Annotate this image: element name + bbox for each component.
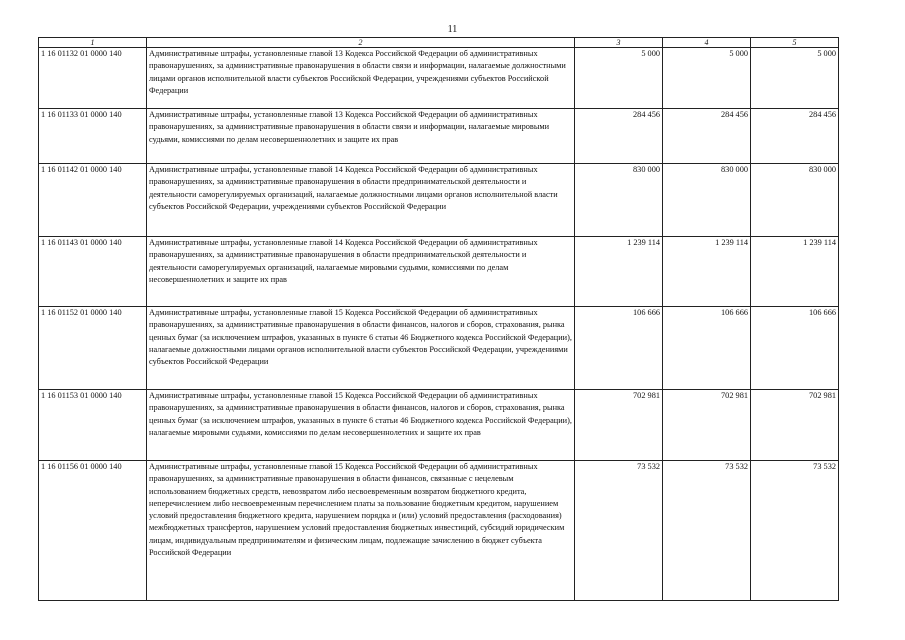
amount-cell-col3: 5 000 (575, 48, 663, 109)
description-cell: Административные штрафы, установленные главой 14 Кодекса Российской Федерации об административных правонарушениях, за административные правонарушения в области предпринимательской деятельности и деятельности саморегулируемых организаций, налагаемые мировыми судьями, комиссиями по делам несовершеннолетних и защите их прав (147, 237, 575, 307)
description-cell: Административные штрафы, установленные главой 15 Кодекса Российской Федерации об административных правонарушениях, за административные правонарушения в области финансов, налогов и сборов, страхования, рынка ценных бумаг (за исключением штрафов, указанных в пункте 6 статьи 46 Бюджетного кодекса Российской Федерации), налагаемые должностными лицами органов исполнительной власти субъектов Российской Федерации, учреждениями субъектов Российской Федерации (147, 307, 575, 390)
table-row (39, 237, 839, 307)
budget-code-cell: 1 16 01132 01 0000 140 (39, 48, 147, 109)
budget-code-cell: 1 16 01142 01 0000 140 (39, 164, 147, 237)
amount-cell-col5: 1 239 114 (751, 237, 839, 307)
table-row (39, 164, 839, 237)
amount-cell-col3: 73 532 (575, 461, 663, 601)
table-row (39, 48, 839, 109)
amount-cell-col4: 1 239 114 (663, 237, 751, 307)
column-header-5: 5 (751, 38, 839, 48)
amount-cell-col5: 106 666 (751, 307, 839, 390)
description-cell: Административные штрафы, установленные главой 14 Кодекса Российской Федерации об административных правонарушениях, за административные правонарушения в области предпринимательской деятельности и деятельности саморегулируемых организаций, налагаемые должностными лицами органов исполнительной власти субъектов Российской Федерации, учреждениями субъектов Российской Федерации (147, 164, 575, 237)
column-header-1: 1 (39, 38, 147, 48)
description-cell: Административные штрафы, установленные главой 13 Кодекса Российской Федерации об административных правонарушениях, за административные правонарушения в области связи и информации, налагаемые мировыми судьями, комиссиями по делам несовершеннолетних и защите их прав (147, 109, 575, 164)
table-header-row (39, 38, 839, 48)
amount-cell-col5: 702 981 (751, 390, 839, 461)
column-header-4: 4 (663, 38, 751, 48)
table-row (39, 461, 839, 601)
budget-code-cell: 1 16 01153 01 0000 140 (39, 390, 147, 461)
amount-cell-col5: 284 456 (751, 109, 839, 164)
amount-cell-col4: 73 532 (663, 461, 751, 601)
amount-cell-col3: 702 981 (575, 390, 663, 461)
amount-cell-col5: 830 000 (751, 164, 839, 237)
budget-code-cell: 1 16 01143 01 0000 140 (39, 237, 147, 307)
budget-code-cell: 1 16 01156 01 0000 140 (39, 461, 147, 601)
table-row (39, 307, 839, 390)
budget-code-cell: 1 16 01152 01 0000 140 (39, 307, 147, 390)
amount-cell-col4: 5 000 (663, 48, 751, 109)
column-header-3: 3 (575, 38, 663, 48)
amount-cell-col3: 284 456 (575, 109, 663, 164)
amount-cell-col4: 702 981 (663, 390, 751, 461)
amount-cell-col3: 1 239 114 (575, 237, 663, 307)
revenue-table (38, 37, 839, 601)
amount-cell-col5: 5 000 (751, 48, 839, 109)
description-cell: Административные штрафы, установленные главой 15 Кодекса Российской Федерации об административных правонарушениях, за административные правонарушения в области финансов, налогов и сборов, страхования, рынка ценных бумаг (за исключением штрафов, указанных в пункте 6 статьи 46 Бюджетного кодекса Российской Федерации), налагаемые мировыми судьями, комиссиями по делам несовершеннолетних и защите их прав (147, 390, 575, 461)
table-row (39, 109, 839, 164)
amount-cell-col5: 73 532 (751, 461, 839, 601)
amount-cell-col4: 830 000 (663, 164, 751, 237)
page-number: 11 (447, 24, 458, 35)
description-cell: Административные штрафы, установленные главой 15 Кодекса Российской Федерации об административных правонарушениях, за административные правонарушения в области финансов, связанные с нецелевым использованием бюджетных средств, невозвратом либо несвоевременным возвратом бюджетного кредита, неперечислением либо несвоевременным перечислением платы за пользование бюджетным кредитом, нарушением условий предоставления бюджетного кредита, нарушением порядка и (или) условий предоставления (расходования) межбюджетных трансфертов, нарушением условий предоставления бюджетных инвестиций, субсидий юридическим лицам, индивидуальным предпринимателям и физическим лицам, подлежащие зачислению в бюджет субъекта Российской Федерации (147, 461, 575, 601)
column-header-2: 2 (147, 38, 575, 48)
amount-cell-col3: 830 000 (575, 164, 663, 237)
table-row (39, 390, 839, 461)
description-cell: Административные штрафы, установленные главой 13 Кодекса Российской Федерации об административных правонарушениях, за административные правонарушения в области связи и информации, налагаемые должностными лицами органов исполнительной власти субъектов Российской Федерации, учреждениями субъектов Российской Федерации (147, 48, 575, 109)
budget-code-cell: 1 16 01133 01 0000 140 (39, 109, 147, 164)
amount-cell-col4: 106 666 (663, 307, 751, 390)
amount-cell-col4: 284 456 (663, 109, 751, 164)
amount-cell-col3: 106 666 (575, 307, 663, 390)
